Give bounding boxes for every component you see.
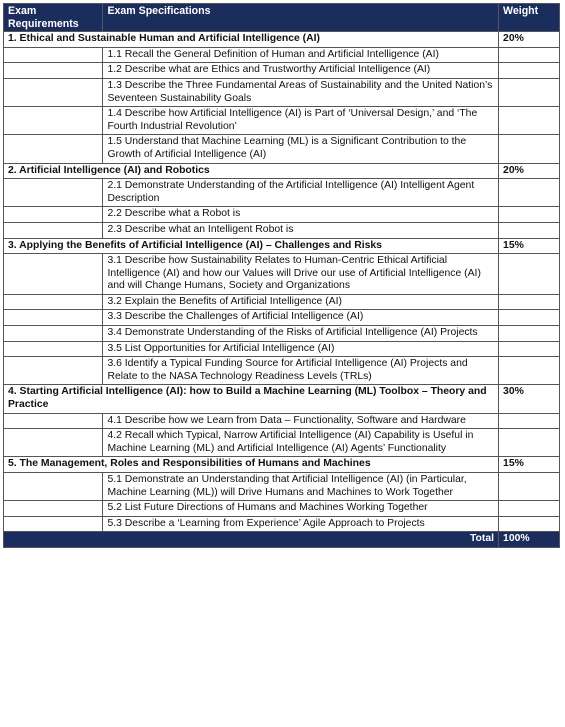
weight-cell-empty <box>499 516 560 532</box>
total-label: Total <box>4 532 499 548</box>
specification-text: 1.5 Understand that Machine Learning (ML) is a Significant Contribution to the Growth of Artificial Intelligence (AI) <box>103 135 499 163</box>
requirement-cell-empty <box>4 78 103 106</box>
specification-text: 3.1 Describe how Sustainability Relates to Human-Centric Ethical Artificial Intelligence (AI) and how our Values will Drive our use of Artificial Intelligence (AI) and will Change Humans, Society and Organizations <box>103 254 499 295</box>
table-row <box>4 310 560 326</box>
section-title: 1. Ethical and Sustainable Human and Artificial Intelligence (AI) <box>4 32 499 48</box>
weight-cell-empty <box>499 207 560 223</box>
requirement-cell-empty <box>4 473 103 501</box>
section-weight: 20% <box>499 163 560 179</box>
weight-cell-empty <box>499 310 560 326</box>
table-row <box>4 357 560 385</box>
requirement-cell-empty <box>4 501 103 517</box>
weight-cell-empty <box>499 135 560 163</box>
specification-text: 3.2 Explain the Benefits of Artificial Intelligence (AI) <box>103 294 499 310</box>
table-header-row <box>4 4 560 32</box>
requirement-cell-empty <box>4 107 103 135</box>
table-row <box>4 429 560 457</box>
section-title: 3. Applying the Benefits of Artificial Intelligence (AI) – Challenges and Risks <box>4 238 499 254</box>
section-title: 5. The Management, Roles and Responsibilities of Humans and Machines <box>4 457 499 473</box>
specification-text: 1.1 Recall the General Definition of Human and Artificial Intelligence (AI) <box>103 47 499 63</box>
specification-text: 5.3 Describe a ‘Learning from Experience’ Agile Approach to Projects <box>103 516 499 532</box>
table-body <box>4 32 560 532</box>
table-row <box>4 135 560 163</box>
header-exam-specifications: Exam Specifications <box>103 4 499 32</box>
requirement-cell-empty <box>4 63 103 79</box>
table-row <box>4 501 560 517</box>
table-row <box>4 78 560 106</box>
weight-cell-empty <box>499 501 560 517</box>
specification-text: 1.4 Describe how Artificial Intelligence (AI) is Part of ‘Universal Design,’ and ‘The Fourth Industrial Revolution’ <box>103 107 499 135</box>
weight-cell-empty <box>499 179 560 207</box>
specification-text: 3.3 Describe the Challenges of Artificial Intelligence (AI) <box>103 310 499 326</box>
specification-text: 2.1 Demonstrate Understanding of the Artificial Intelligence (AI) Intelligent Agent Description <box>103 179 499 207</box>
total-row <box>4 532 560 548</box>
specification-text: 2.2 Describe what a Robot is <box>103 207 499 223</box>
requirement-cell-empty <box>4 413 103 429</box>
weight-cell-empty <box>499 47 560 63</box>
requirement-cell-empty <box>4 135 103 163</box>
weight-cell-empty <box>499 341 560 357</box>
table-row <box>4 222 560 238</box>
header-exam-requirements: Exam Requirements <box>4 4 103 32</box>
specification-text: 4.1 Describe how we Learn from Data – Functionality, Software and Hardware <box>103 413 499 429</box>
requirement-cell-empty <box>4 179 103 207</box>
table-row <box>4 107 560 135</box>
weight-cell-empty <box>499 429 560 457</box>
section-weight: 30% <box>499 385 560 413</box>
table-row <box>4 341 560 357</box>
requirement-cell-empty <box>4 516 103 532</box>
weight-cell-empty <box>499 63 560 79</box>
weight-cell-empty <box>499 222 560 238</box>
specification-text: 5.2 List Future Directions of Humans and Machines Working Together <box>103 501 499 517</box>
weight-cell-empty <box>499 294 560 310</box>
specification-text: 2.3 Describe what an Intelligent Robot is <box>103 222 499 238</box>
table-row <box>4 516 560 532</box>
exam-specification-document <box>3 3 560 548</box>
table-row <box>4 413 560 429</box>
requirement-cell-empty <box>4 47 103 63</box>
requirement-cell-empty <box>4 207 103 223</box>
specification-text: 3.4 Demonstrate Understanding of the Risks of Artificial Intelligence (AI) Projects <box>103 326 499 342</box>
weight-cell-empty <box>499 357 560 385</box>
requirement-cell-empty <box>4 326 103 342</box>
weight-cell-empty <box>499 78 560 106</box>
weight-cell-empty <box>499 326 560 342</box>
table-row <box>4 326 560 342</box>
section-row <box>4 457 560 473</box>
table-row <box>4 63 560 79</box>
requirement-cell-empty <box>4 254 103 295</box>
table-row <box>4 294 560 310</box>
section-row <box>4 238 560 254</box>
specification-text: 1.3 Describe the Three Fundamental Areas of Sustainability and the United Nation’s Seventeen Sustainability Goals <box>103 78 499 106</box>
section-row <box>4 32 560 48</box>
weight-cell-empty <box>499 107 560 135</box>
requirement-cell-empty <box>4 341 103 357</box>
section-weight: 15% <box>499 457 560 473</box>
section-title: 4. Starting Artificial Intelligence (AI): how to Build a Machine Learning (ML) Toolbox – Theory and Practice <box>4 385 499 413</box>
section-weight: 15% <box>499 238 560 254</box>
section-row <box>4 385 560 413</box>
requirement-cell-empty <box>4 310 103 326</box>
specification-text: 5.1 Demonstrate an Understanding that Artificial Intelligence (AI) (in Particular, Machine Learning (ML)) will Drive Humans and Machines to Work Together <box>103 473 499 501</box>
weight-cell-empty <box>499 413 560 429</box>
requirement-cell-empty <box>4 294 103 310</box>
table-row <box>4 473 560 501</box>
section-row <box>4 163 560 179</box>
specification-text: 3.6 Identify a Typical Funding Source for Artificial Intelligence (AI) Projects and Relate to the NASA Technology Readiness Levels (TRLs) <box>103 357 499 385</box>
table-row <box>4 179 560 207</box>
table-row <box>4 207 560 223</box>
requirement-cell-empty <box>4 429 103 457</box>
specification-text: 1.2 Describe what are Ethics and Trustworthy Artificial Intelligence (AI) <box>103 63 499 79</box>
specification-text: 4.2 Recall which Typical, Narrow Artificial Intelligence (AI) Capability is Useful in Machine Learning (ML) and Artificial Intelligence (AI) Agents’ Functionality <box>103 429 499 457</box>
exam-specification-table <box>3 3 560 548</box>
section-title: 2. Artificial Intelligence (AI) and Robotics <box>4 163 499 179</box>
requirement-cell-empty <box>4 222 103 238</box>
total-value: 100% <box>499 532 560 548</box>
requirement-cell-empty <box>4 357 103 385</box>
section-weight: 20% <box>499 32 560 48</box>
table-row <box>4 47 560 63</box>
weight-cell-empty <box>499 254 560 295</box>
table-row <box>4 254 560 295</box>
weight-cell-empty <box>499 473 560 501</box>
specification-text: 3.5 List Opportunities for Artificial Intelligence (AI) <box>103 341 499 357</box>
header-weight: Weight <box>499 4 560 32</box>
